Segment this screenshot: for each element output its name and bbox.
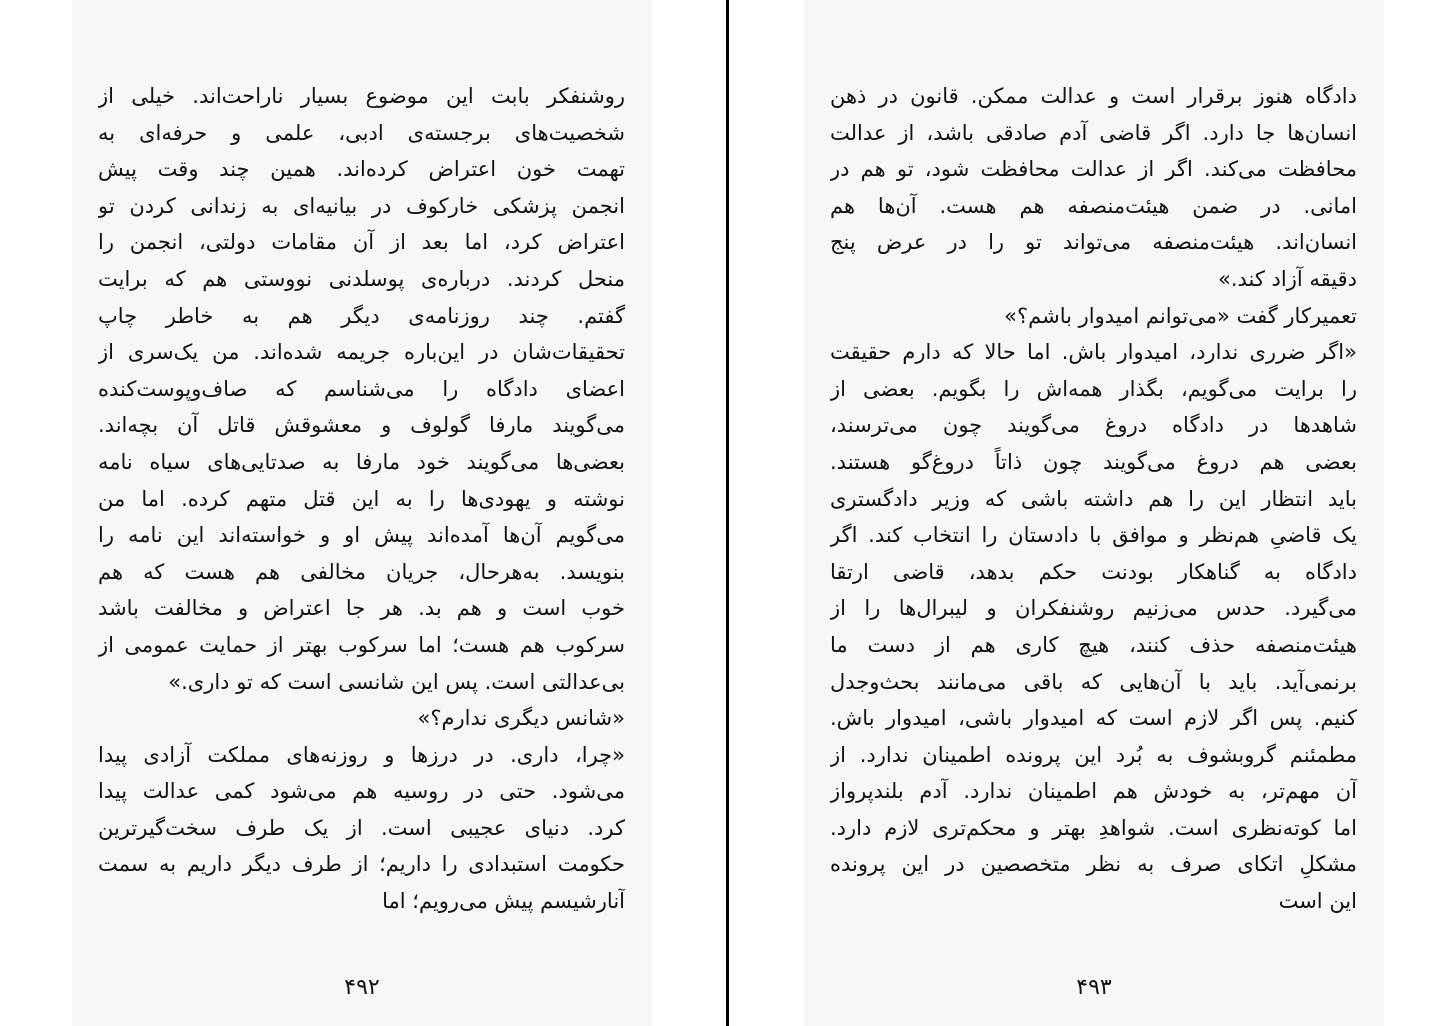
text-line: محافظت می‌کند. اگر از عدالت محافظت شود، تو هم در <box>830 157 1357 182</box>
text-line: حکومت استبدادی را داریم؛ از طرف دیگر داریم به سمت <box>98 852 625 877</box>
right-page-text <box>830 78 1357 920</box>
text-line: اعضای دادگاه را می‌شناسم که صاف‌وپوست‌کنده <box>98 376 625 401</box>
text-line: می‌گویند مارفا گولوف و معشوقش قاتل آن بچه‌اند. <box>98 413 625 438</box>
text-line: تهمت خون اعتراض کرده‌اند. همین چند وقت پیش <box>98 157 625 182</box>
page-number: ۴۹۲ <box>344 975 380 1000</box>
text-line: کرد. دنیای عجیبی است. از یک طرف سخت‌گیرترین <box>98 815 625 840</box>
text-line: را برایت می‌گویم، بگذار همه‌اش را بگویم. بعضی از <box>830 376 1357 401</box>
text-line: بنویسد. به‌هرحال، جریان مخالفی هم هست که هم <box>98 559 625 584</box>
text-line: دادگاه هنوز برقرار است و عدالت ممکن. قانون در ذهن <box>830 84 1357 108</box>
page-number: ۴۹۳ <box>1076 975 1112 1000</box>
left-page-text <box>98 78 625 920</box>
text-line: امانی. در ضمن هیئت‌منصفه هم هست. آن‌ها هم <box>830 193 1357 218</box>
text-line: می‌گویم آن‌ها آمده‌اند پیش او و خواسته‌اند این نامه را <box>98 523 625 548</box>
text-line: شاهدها در دادگاه دروغ می‌گویند چون می‌ترسند، <box>830 413 1357 438</box>
text-line: روشنفکر بابت این موضوع بسیار ناراحت‌اند. خیلی از <box>98 84 625 108</box>
text-line: «اگر ضرری ندارد، امیدوار باش. اما حالا که دارم حقیقت <box>830 340 1357 365</box>
text-line: شخصیت‌های برجسته‌ی ادبی، علمی و حرفه‌ای به <box>98 120 625 145</box>
text-line: یک قاضیِ هم‌نظر و موافق با دادستان را انتخاب کند. اگر <box>830 523 1357 548</box>
text-line: دادگاه به گناهکار بودنت حکم بدهد، قاضی ارتقا <box>830 559 1357 584</box>
text-line: انسان‌ها جا دارد. اگر قاضی آدم صادقی باشد، از عدالت <box>830 120 1357 145</box>
text-line: مشکلِ اتکای صرف به نظر متخصصین در این پرونده <box>830 852 1357 877</box>
text-line: «چرا، داری. در درزها و روزنه‌های مملکت آزادی پیدا <box>98 742 625 767</box>
text-line: گفتم. چند روزنامه‌ی دیگر هم به خاطر چاپ <box>98 303 625 328</box>
text-line: تعمیرکار گفت «می‌توانم امیدوار باشم؟» <box>1004 303 1357 328</box>
text-line: انسان‌اند. هیئت‌منصفه می‌تواند تو را در عرض پنج <box>830 230 1357 255</box>
text-line: هیئت‌منصفه حذف کنند، هیچ کاری هم از دست ما <box>830 632 1357 657</box>
text-line: اعتراض کرد، اما بعد از آن مقامات دولتی، انجمن را <box>98 230 625 255</box>
text-line: انجمن پزشکی خارکوف در بیانیه‌ای به زندانی کردن تو <box>98 193 625 218</box>
text-line: بعضی‌ها می‌گویند خود مارفا به صدتایی‌های سیاه نامه <box>98 449 625 474</box>
right-page <box>804 0 1384 1026</box>
text-line: این است <box>1278 889 1357 914</box>
text-line: تحقیقات‌شان در این‌باره جریمه شده‌اند. من یک‌سری از <box>98 340 625 365</box>
text-line: می‌شود. حتی در روسیه هم می‌شود کمی عدالت پیدا <box>98 779 625 804</box>
text-line: سرکوب هم هست؛ اما سرکوب بهتر از حمایت عمومی از <box>98 632 625 657</box>
text-line: بی‌عدالتی است. پس این شانسی است که تو داری.» <box>168 669 625 694</box>
left-page <box>72 0 652 1026</box>
text-line: اما کوته‌نظری است. شواهدِ بهتر و محکم‌تری لازم دارد. <box>830 815 1357 840</box>
text-line: خوب است و هم بد. هر جا اعتراض و مخالفت باشد <box>98 596 625 621</box>
text-line: «شانس دیگری ندارم؟» <box>417 706 625 731</box>
text-line: بعضی هم دروغ می‌گویند چون ذاتاً دروغ‌گو هستند. <box>830 449 1357 474</box>
text-line: نوشته و یهودی‌ها را به این قتل متهم کرده. اما من <box>98 486 625 511</box>
text-line: مطمئنم گروبشوف به بُرد این پرونده اطمینان ندارد. از <box>830 742 1357 767</box>
text-line: می‌گیرد. حدس می‌زنیم روشنفکران و لیبرال‌ها را از <box>830 596 1357 621</box>
text-line: دقیقه آزاد کند.» <box>1217 266 1357 291</box>
text-line: کنیم. پس اگر لازم است که امیدوار باشی، امیدوار باش. <box>830 706 1357 731</box>
text-line: باید انتظار این را هم داشته باشی که وزیر دادگستری <box>830 486 1357 511</box>
text-line: آنارشیسم پیش می‌رویم؛ اما <box>382 889 625 914</box>
page-divider <box>726 0 729 1026</box>
text-line: آن مهم‌تر، به خودش هم اطمینان ندارد. آدم بلندپرواز <box>830 779 1357 804</box>
text-line: منحل کردند. درباره‌ی پوسلدنی نووستی هم که برایت <box>98 266 625 291</box>
text-line: برنمی‌آید. باید با آن‌هایی که باقی می‌مانند بحث‌وجدل <box>830 669 1357 694</box>
